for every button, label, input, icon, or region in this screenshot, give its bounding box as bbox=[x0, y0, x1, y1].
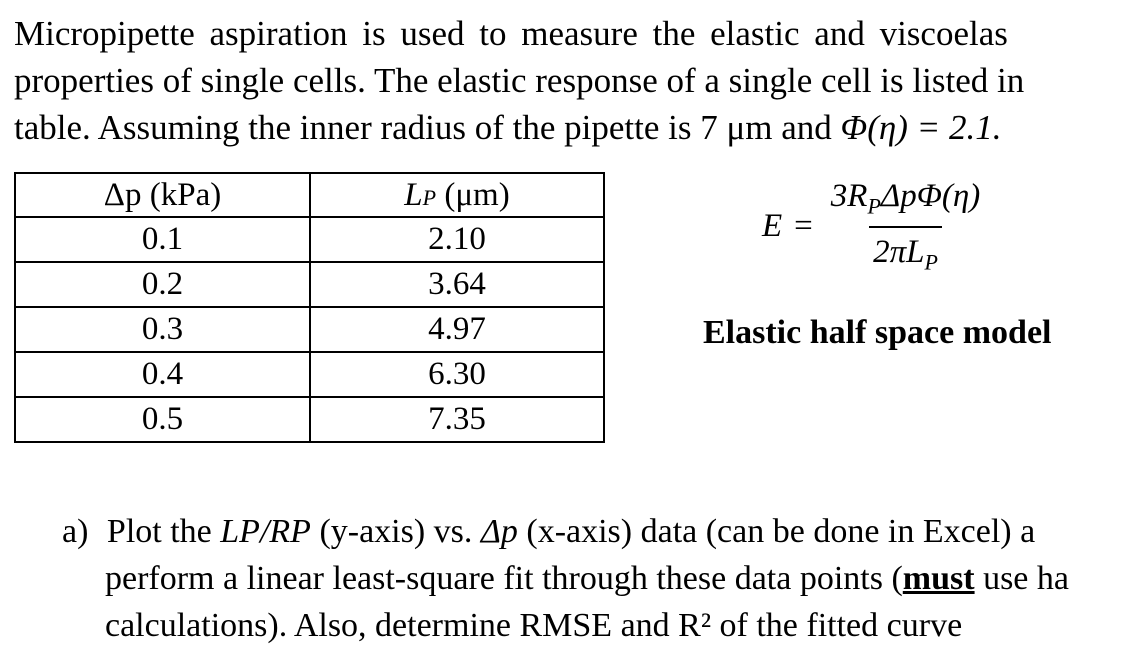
table-row bbox=[15, 307, 604, 352]
cell-lp: 3.64 bbox=[310, 262, 604, 307]
question-text: (x-axis) data (can be done in Excel) a bbox=[526, 513, 1036, 550]
intro-line-3-text: table. Assuming the inner radius of the pipette is 7 μm and bbox=[14, 108, 832, 147]
cell-lp: 4.97 bbox=[310, 307, 604, 352]
problem-intro bbox=[14, 10, 1142, 151]
table-header-row bbox=[15, 173, 604, 217]
question-line-1 bbox=[62, 508, 1142, 555]
numerator-subscript: P bbox=[867, 193, 881, 219]
cell-delta-p: 0.4 bbox=[15, 352, 310, 397]
model-caption: Elastic half space model bbox=[703, 314, 1052, 351]
must-emphasis: must bbox=[902, 560, 975, 597]
question-label: a) bbox=[62, 513, 89, 550]
elastic-response-table bbox=[14, 172, 605, 443]
question-text: Plot the bbox=[106, 513, 212, 550]
phi-eta-value: Φ(η) = 2.1. bbox=[840, 108, 1002, 147]
delta-p-symbol: Δp bbox=[480, 513, 518, 550]
cell-delta-p: 0.1 bbox=[15, 217, 310, 262]
denominator-part-a: 2πL bbox=[873, 233, 925, 270]
lp-rp-ratio: LP/RP bbox=[220, 513, 311, 550]
denominator-subscript: P bbox=[924, 249, 938, 275]
lp-subscript: P bbox=[422, 184, 437, 210]
table-row bbox=[15, 397, 604, 442]
formula-fraction bbox=[827, 178, 984, 275]
question-line-3: calculations). Also, determine RMSE and R² of the fitted curve bbox=[105, 607, 963, 644]
intro-line-2: properties of single cells. The elastic response of a single cell is listed in bbox=[14, 61, 1025, 100]
cell-lp: 7.35 bbox=[310, 397, 604, 442]
table-row bbox=[15, 262, 604, 307]
formula-numerator bbox=[827, 178, 984, 226]
cell-lp: 6.30 bbox=[310, 352, 604, 397]
lp-unit: (μm) bbox=[444, 176, 510, 213]
numerator-part-a: 3R bbox=[830, 178, 868, 214]
elastic-modulus-formula bbox=[762, 178, 984, 275]
question-a bbox=[62, 508, 1142, 649]
question-text: (y-axis) vs. bbox=[319, 513, 473, 550]
table-row bbox=[15, 217, 604, 262]
formula-equals: = bbox=[794, 208, 813, 245]
cell-delta-p: 0.5 bbox=[15, 397, 310, 442]
question-text: perform a linear least-square fit through these data points ( bbox=[105, 560, 903, 597]
question-line-2 bbox=[62, 555, 1142, 602]
numerator-part-b: ΔpΦ(η) bbox=[880, 178, 981, 214]
cell-delta-p: 0.3 bbox=[15, 307, 310, 352]
col-header-lp bbox=[310, 173, 604, 217]
intro-line-3 bbox=[14, 104, 1142, 151]
col-header-delta-p: Δp (kPa) bbox=[15, 173, 310, 217]
lp-symbol: L bbox=[404, 176, 423, 213]
formula-denominator bbox=[869, 226, 942, 276]
cell-delta-p: 0.2 bbox=[15, 262, 310, 307]
table-row bbox=[15, 352, 604, 397]
formula-lhs: E bbox=[762, 208, 783, 245]
question-text: use ha bbox=[974, 560, 1069, 597]
cell-lp: 2.10 bbox=[310, 217, 604, 262]
intro-line-1: Micropipette aspiration is used to measure the elastic and viscoelas bbox=[14, 14, 1008, 53]
